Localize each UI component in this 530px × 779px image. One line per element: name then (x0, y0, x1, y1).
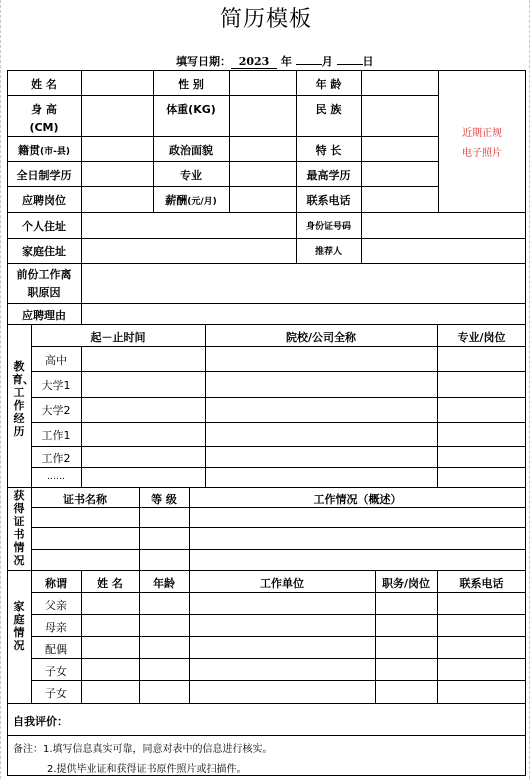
table-border (7, 70, 526, 776)
grid-line (7, 263, 526, 264)
family-col-name: 姓 名 (97, 577, 123, 590)
grid-line (7, 95, 438, 96)
grid-line (7, 136, 438, 137)
edu-col-time: 起－止时间 (90, 331, 146, 344)
label-specialty: 特 长 (315, 144, 342, 157)
fill-date-month-field[interactable] (296, 64, 322, 65)
grid-line (205, 324, 206, 487)
cert-col-name: 证书名称 (63, 493, 107, 506)
family-col-age: 年龄 (153, 577, 175, 590)
family-col-employer: 工作单位 (260, 577, 304, 590)
grid-line (31, 507, 526, 508)
label-salary-text: 薪酬 (165, 194, 188, 207)
label-height: 身 高 (31, 103, 57, 116)
fill-date-month-unit: 月 (321, 55, 333, 68)
label-native-place-text: 籍贯 (18, 144, 41, 157)
label-home-address: 家庭住址 (22, 245, 66, 258)
grid-line (31, 397, 526, 398)
fill-date-year-unit: 年 (280, 55, 292, 68)
grid-line (81, 346, 82, 487)
photo-hint-line2: 电子照片 (462, 148, 502, 159)
label-fulltime-edu: 全日制学历 (16, 169, 72, 182)
grid-line (7, 487, 526, 488)
grid-line (7, 570, 526, 571)
label-salary (153, 192, 229, 208)
edu-col-major: 专业/岗位 (457, 331, 506, 344)
cert-col-level: 等 级 (151, 493, 177, 506)
grid-line (7, 161, 438, 162)
label-apply-reason: 应聘理由 (22, 309, 66, 322)
grid-line (7, 703, 526, 704)
family-row-father: 父亲 (45, 599, 67, 612)
fill-date-year-field[interactable]: 2023 (231, 55, 277, 69)
edu-row-more: …… (47, 472, 65, 482)
page-title: 简历模板 (219, 7, 312, 32)
family-row-mother: 母亲 (45, 621, 67, 634)
edu-row-university1: 大学1 (41, 379, 71, 392)
edu-row-university2: 大学2 (41, 404, 71, 417)
certificate-side-label: 获得证书情况 (13, 489, 25, 567)
label-age: 年 龄 (315, 78, 342, 91)
family-col-phone: 联系电话 (459, 577, 504, 590)
label-major: 专业 (180, 169, 202, 182)
family-col-relation: 称谓 (45, 577, 67, 590)
label-name: 姓 名 (31, 78, 57, 91)
self-evaluation-label: 自我评价： (13, 715, 68, 728)
label-leave-reason-1: 前份工作离 (16, 268, 72, 281)
label-id-number: 身份证号码 (305, 222, 351, 232)
grid-line (229, 70, 230, 212)
grid-line (81, 70, 82, 324)
grid-line (31, 592, 526, 593)
label-ethnicity: 民 族 (315, 103, 342, 116)
grid-line (31, 346, 526, 347)
label-native-place-note: (市-县) (40, 147, 70, 157)
edu-row-work2: 工作2 (41, 452, 71, 465)
family-row-child1: 子女 (45, 665, 67, 678)
note-line2: 2.提供毕业证和获得证书原件照片或扫描件。 (47, 764, 247, 775)
grid-line (437, 324, 438, 487)
label-salary-note: (元/月) (187, 197, 217, 207)
label-position: 应聘岗位 (22, 194, 66, 207)
grid-line (31, 371, 526, 372)
grid-line (31, 422, 526, 423)
grid-line (7, 324, 526, 325)
edu-row-work1: 工作1 (41, 429, 71, 442)
grid-line (31, 527, 526, 528)
label-leave-reason-2: 职原因 (27, 286, 61, 299)
family-row-child2: 子女 (45, 687, 67, 700)
grid-line (31, 680, 526, 681)
photo-hint-line1: 近期正规 (462, 128, 502, 139)
grid-line (361, 70, 362, 263)
fill-date-day-field[interactable] (337, 64, 363, 65)
family-col-position: 职务/岗位 (381, 577, 431, 590)
fill-date-day-unit: 日 (362, 55, 374, 68)
grid-line (7, 735, 526, 736)
edu-row-highschool: 高中 (45, 354, 67, 367)
grid-line (7, 303, 526, 304)
label-height-unit: (CM) (29, 121, 59, 134)
grid-line (31, 614, 526, 615)
label-highest-edu: 最高学历 (306, 169, 351, 182)
label-phone: 联系电话 (306, 194, 351, 207)
grid-line (31, 446, 526, 447)
label-referrer: 推荐人 (314, 247, 342, 257)
fill-date (176, 53, 374, 69)
grid-line (7, 212, 526, 213)
label-address: 个人住址 (22, 220, 66, 233)
cert-col-status: 工作情况（概述） (313, 493, 402, 506)
photo-placeholder[interactable] (438, 124, 526, 164)
label-native-place (7, 142, 81, 158)
grid-line (7, 238, 526, 239)
edu-col-school: 院校/公司全称 (285, 331, 357, 344)
label-politics: 政治面貌 (169, 144, 213, 157)
grid-line (31, 658, 526, 659)
note-line1: 备注：1.填写信息真实可靠，同意对表中的信息进行核实。 (13, 744, 273, 755)
label-gender: 性 别 (178, 78, 204, 91)
grid-line (7, 186, 438, 187)
grid-line (31, 467, 526, 468)
family-side-label: 家庭情况 (13, 600, 25, 652)
label-weight: 体重(KG) (166, 103, 216, 116)
grid-line (31, 636, 526, 637)
education-side-label: 教育、工作经历 (12, 360, 34, 438)
grid-line (31, 549, 526, 550)
fill-date-label: 填写日期： (176, 55, 231, 68)
family-row-spouse: 配偶 (45, 643, 67, 656)
